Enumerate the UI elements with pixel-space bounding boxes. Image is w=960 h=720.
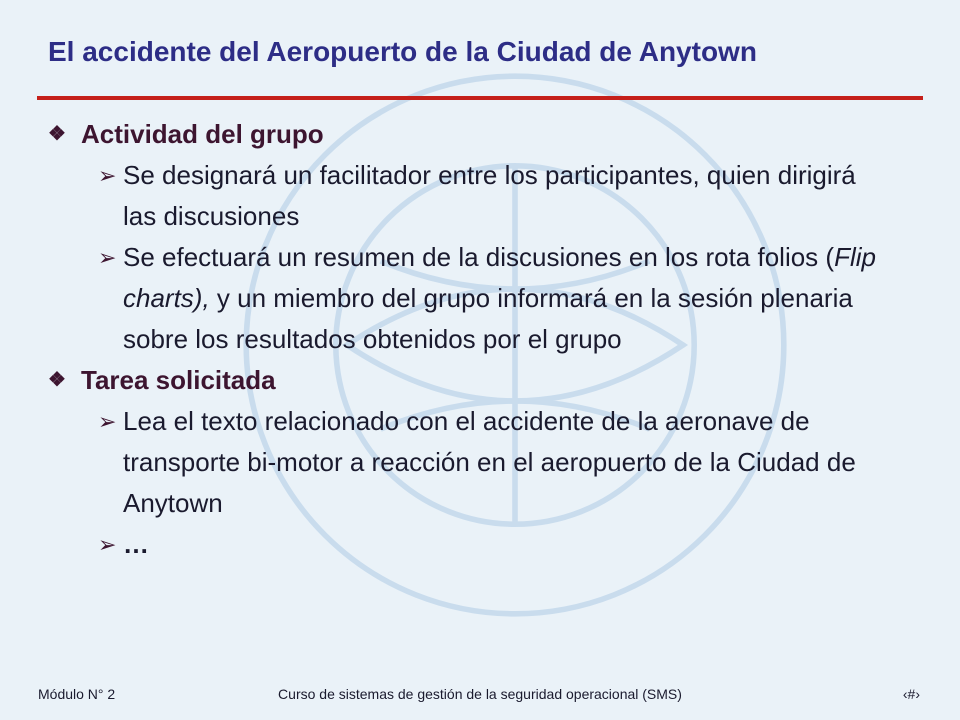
arrow-bullet-icon: ➢ [98, 532, 117, 557]
section-heading-text: Actividad del grupo [81, 119, 324, 149]
slide-title: El accidente del Aeropuerto de la Ciudad de Anytown [48, 36, 757, 67]
list-item [48, 401, 908, 524]
list-item-text-start: Se efectuará un resumen de la discusiones en los rota folios ( [123, 242, 835, 272]
list-item-text: … [123, 529, 149, 559]
list-item-text [123, 237, 888, 360]
list-item [48, 155, 908, 237]
arrow-bullet-icon: ➢ [98, 163, 117, 188]
list-item [48, 524, 908, 565]
footer-slide-number: ‹#› [902, 686, 920, 702]
slide-body [48, 114, 908, 565]
footer-module: Módulo N° 2 [38, 686, 116, 702]
list-item-text: Se designará un facilitador entre los participantes, quien dirigirá las discusiones [123, 160, 856, 231]
footer-course: Curso de sistemas de gestión de la seguridad operacional (SMS) [278, 686, 682, 702]
diamond-bullet-icon: ❖ [48, 369, 66, 391]
list-item-text-end: y un miembro del grupo informará en la sesión plenaria sobre los resultados obtenidos por el grupo [123, 283, 853, 354]
arrow-bullet-icon: ➢ [98, 409, 117, 434]
section-heading-text: Tarea solicitada [81, 365, 276, 395]
list-item-text-italic: Flip charts), [123, 242, 876, 313]
section-heading-tarea [48, 360, 908, 401]
section-heading-actividad [48, 114, 908, 155]
diamond-bullet-icon: ❖ [48, 123, 66, 145]
arrow-bullet-icon: ➢ [98, 245, 117, 270]
list-item [48, 237, 908, 360]
title-divider [37, 96, 923, 100]
list-item-text: Lea el texto relacionado con el accidente de la aeronave de transporte bi-motor a reacción en el aeropuerto de la Ciudad de Anytown [123, 406, 856, 518]
